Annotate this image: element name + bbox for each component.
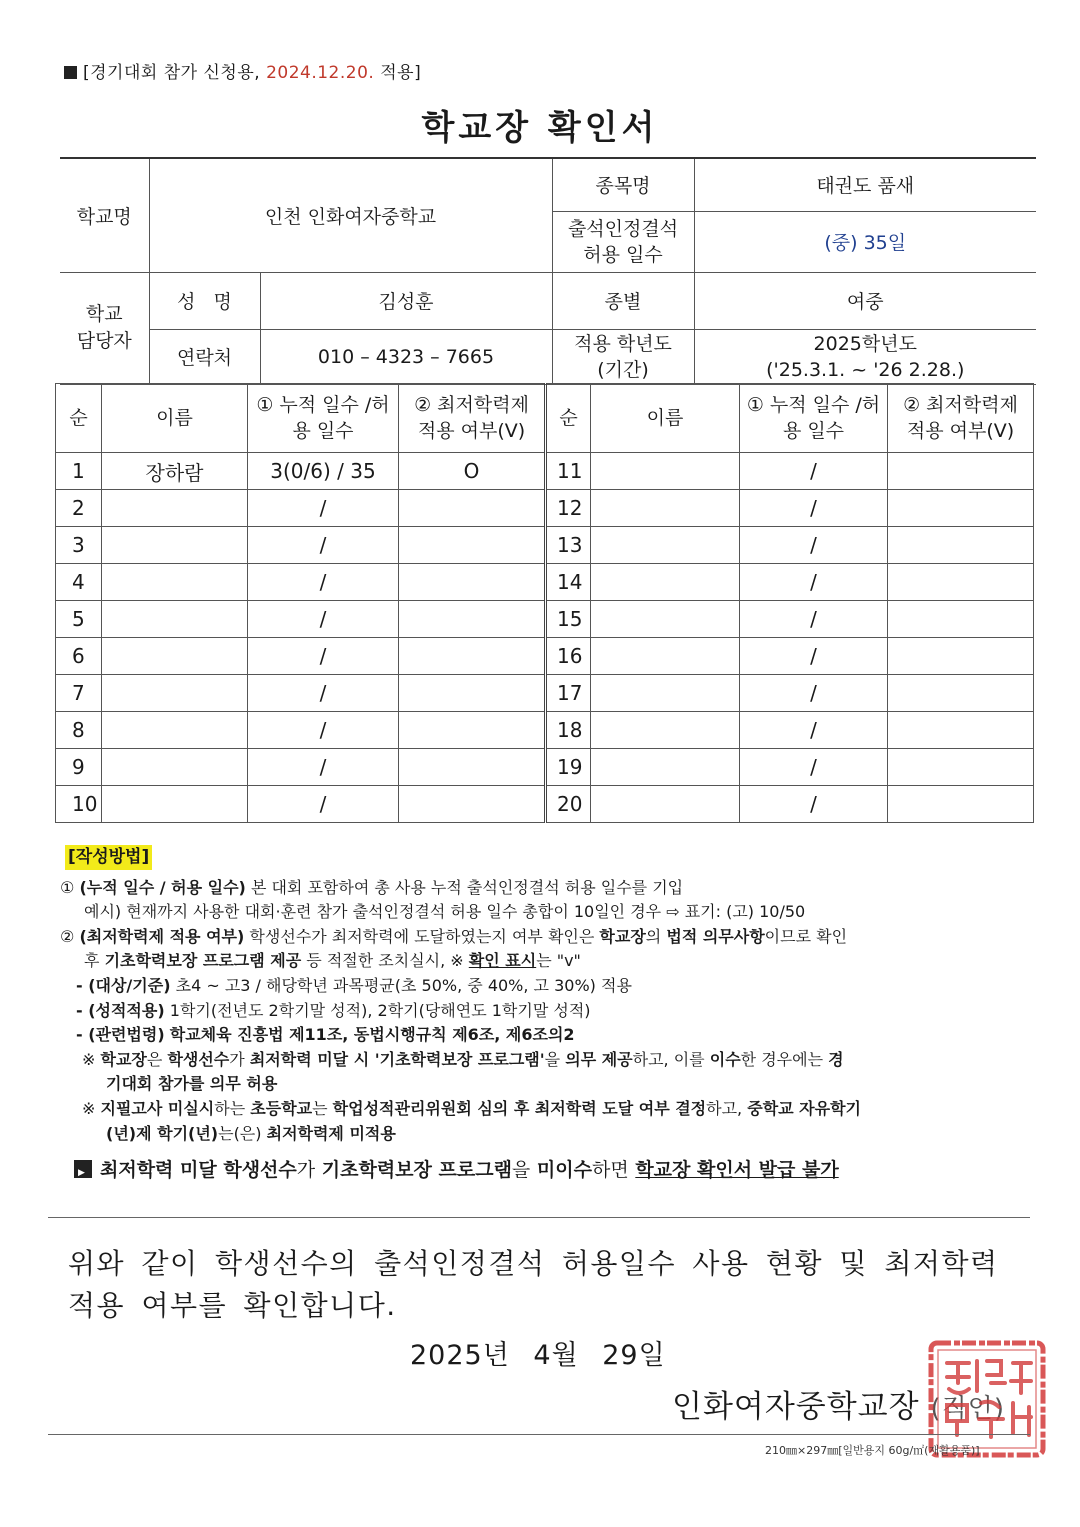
col-no2-header: 순 bbox=[546, 384, 591, 453]
days-cell: / bbox=[740, 490, 888, 527]
table-row bbox=[56, 712, 1034, 749]
item2-text-c: 의 bbox=[645, 926, 662, 946]
absence-label bbox=[552, 211, 694, 272]
note1-b6: 경 bbox=[828, 1049, 844, 1069]
final-t1: 가 bbox=[296, 1159, 316, 1182]
year-value-line1: 2025학년도 bbox=[813, 332, 917, 355]
note2-t2: 는 bbox=[312, 1098, 328, 1118]
min-academic-cell bbox=[399, 601, 546, 638]
table-row bbox=[56, 490, 1034, 527]
days-cell: / bbox=[248, 490, 399, 527]
table-row bbox=[56, 527, 1034, 564]
instructions-section bbox=[60, 845, 1035, 1183]
item2-line2-c: 는 "v" bbox=[536, 951, 581, 971]
student-name-cell bbox=[591, 712, 740, 749]
school-info-table bbox=[60, 157, 1036, 385]
row-number: 4 bbox=[56, 564, 102, 601]
days-cell: / bbox=[248, 786, 399, 823]
sub-grades bbox=[60, 999, 1035, 1024]
min-academic-cell bbox=[888, 638, 1034, 675]
student-name-cell bbox=[102, 527, 248, 564]
student-name-cell bbox=[102, 564, 248, 601]
min-academic-cell bbox=[888, 675, 1034, 712]
note1-t4: 하고, 이를 bbox=[632, 1049, 705, 1069]
row-number: 12 bbox=[546, 490, 591, 527]
sub2-label: - (성적적용) bbox=[76, 1000, 165, 1020]
arrow-box-icon bbox=[74, 1160, 92, 1178]
header-suffix: 적용] bbox=[380, 63, 422, 83]
student-name-cell bbox=[591, 675, 740, 712]
row-number: 9 bbox=[56, 749, 102, 786]
note-1-line2 bbox=[60, 1072, 1035, 1097]
student-name-cell bbox=[102, 749, 248, 786]
col-no-header: 순 bbox=[56, 384, 102, 453]
note2-t3: 하고, bbox=[706, 1098, 743, 1118]
min-academic-cell bbox=[888, 749, 1034, 786]
student-name-cell bbox=[591, 786, 740, 823]
note1-t2: 가 bbox=[229, 1049, 245, 1069]
days-cell: / bbox=[740, 453, 888, 490]
sub-law bbox=[60, 1023, 1035, 1048]
sub-target bbox=[60, 974, 1035, 999]
row-number: 13 bbox=[546, 527, 591, 564]
final-t3: 하면 bbox=[591, 1159, 629, 1182]
min-academic-cell bbox=[888, 601, 1034, 638]
note-2 bbox=[60, 1097, 1035, 1122]
instruction-item-2-line2 bbox=[60, 949, 1035, 974]
student-name-cell bbox=[102, 638, 248, 675]
col-min2-header-line1: ② 최저학력제 bbox=[903, 394, 1018, 416]
date-day: 29일 bbox=[602, 1340, 666, 1371]
absence-value: (중) 35일 bbox=[694, 211, 1036, 272]
col-min2-header-line2: 적용 여부(V) bbox=[906, 420, 1015, 442]
col-days2-header-line2: 용 일수 bbox=[782, 420, 845, 442]
days-cell: / bbox=[740, 638, 888, 675]
sub3-label: - (관련법령) bbox=[76, 1025, 165, 1045]
note1-b1: 학교장 bbox=[100, 1049, 147, 1069]
student-name-cell bbox=[102, 601, 248, 638]
student-name-cell bbox=[102, 675, 248, 712]
type-label: 종별 bbox=[552, 272, 694, 329]
item2-line2-underline: 확인 표시 bbox=[468, 951, 537, 971]
note2-t1: 하는 bbox=[214, 1098, 246, 1118]
min-academic-cell bbox=[399, 786, 546, 823]
note1-b3: 최저학력 미달 시 '기초학력보장 프로그램' bbox=[249, 1049, 545, 1069]
days-cell: / bbox=[740, 601, 888, 638]
days-cell: 3(0/6) / 35 bbox=[248, 453, 399, 490]
row-number: 1 bbox=[56, 453, 102, 490]
sub2-text: 1학기(전년도 2학기말 성적), 2학기(당해연도 1학기말 성적) bbox=[169, 1000, 591, 1020]
student-name-cell bbox=[102, 786, 248, 823]
note1-t3: 을 bbox=[544, 1049, 561, 1069]
year-label-line2: (기간) bbox=[597, 358, 649, 381]
table-row bbox=[56, 786, 1034, 823]
col-days-header bbox=[248, 384, 399, 453]
final-underline: 학교장 확인서 발급 불가 bbox=[635, 1159, 839, 1182]
student-name-cell bbox=[591, 564, 740, 601]
school-value: 인천 인화여자중학교 bbox=[149, 158, 552, 272]
final-b2: 기초학력보장 프로그램 bbox=[321, 1159, 512, 1182]
note1-t1: 은 bbox=[146, 1049, 163, 1069]
note2-line2-b2: 최저학력제 미적용 bbox=[266, 1123, 396, 1143]
row-number: 15 bbox=[546, 601, 591, 638]
col-days-header-line1: ① 누적 일수 /허 bbox=[256, 394, 390, 416]
name-value: 김성훈 bbox=[260, 272, 552, 329]
sub3-text: 학교체육 진흥법 제11조, 동법시행규칙 제6조, 제6조의2 bbox=[169, 1025, 575, 1045]
note1-mark: ※ bbox=[82, 1049, 96, 1069]
table-row bbox=[56, 601, 1034, 638]
absence-label-line2: 허용 일수 bbox=[583, 243, 663, 266]
note1-b5: 이수 bbox=[709, 1049, 741, 1069]
note-2-line2 bbox=[60, 1122, 1035, 1147]
document-title: 학교장 확인서 bbox=[421, 108, 659, 148]
col-min-header-line2: 적용 여부(V) bbox=[417, 420, 526, 442]
item2-line2-a: 후 bbox=[84, 951, 100, 971]
row-number: 3 bbox=[56, 527, 102, 564]
note2-line2-b: (년)제 학기(년) bbox=[106, 1123, 219, 1143]
student-name-cell bbox=[591, 601, 740, 638]
days-cell: / bbox=[740, 749, 888, 786]
item2-bold-d: 법적 의무사항 bbox=[666, 926, 765, 946]
name-label: 성 명 bbox=[149, 272, 260, 329]
row-number: 14 bbox=[546, 564, 591, 601]
days-cell: / bbox=[248, 675, 399, 712]
row-number: 16 bbox=[546, 638, 591, 675]
school-label: 학교명 bbox=[60, 158, 149, 272]
row-number: 18 bbox=[546, 712, 591, 749]
min-academic-cell bbox=[399, 675, 546, 712]
col-min-header bbox=[399, 384, 546, 453]
sub1-label: - (대상/기준) bbox=[76, 975, 171, 995]
col-min2-header bbox=[888, 384, 1034, 453]
note1-line2-text: 기대회 참가를 의무 허용 bbox=[106, 1074, 278, 1094]
instruction-item-1-example: 예시) 현재까지 사용한 대회·훈련 참가 출석인정결석 허용 일수 총합이 10일인 경우 ⇨ 표기: (고) 10/50 bbox=[84, 902, 806, 922]
min-academic-cell bbox=[399, 638, 546, 675]
issue-date bbox=[410, 1333, 666, 1372]
col-name-header: 이름 bbox=[102, 384, 248, 453]
date-month: 4월 bbox=[533, 1340, 579, 1371]
student-name-cell bbox=[591, 527, 740, 564]
row-number: 2 bbox=[56, 490, 102, 527]
manager-label bbox=[60, 272, 149, 384]
student-name-cell bbox=[591, 490, 740, 527]
note1-t5: 한 경우에는 bbox=[740, 1049, 824, 1069]
item1-text: 본 대회 포함하여 총 사용 누적 출석인정결석 허용 일수를 기입 bbox=[250, 877, 684, 897]
days-cell: / bbox=[740, 527, 888, 564]
note2-b1: 지필고사 미실시 bbox=[100, 1098, 215, 1118]
item1-number: ① bbox=[60, 877, 75, 897]
note2-b2: 초등학교 bbox=[250, 1098, 313, 1118]
days-cell: / bbox=[248, 564, 399, 601]
min-academic-cell bbox=[888, 453, 1034, 490]
square-bullet-icon bbox=[64, 66, 77, 79]
min-academic-cell bbox=[888, 564, 1034, 601]
row-number: 20 bbox=[546, 786, 591, 823]
table-row bbox=[56, 749, 1034, 786]
application-header bbox=[64, 58, 421, 83]
confirmation-statement: 위와 같이 학생선수의 출석인정결석 허용일수 사용 현황 및 최저학력 적용 여부를 확인합니다. bbox=[68, 1247, 999, 1322]
col-days-header-line2: 용 일수 bbox=[292, 420, 354, 442]
item2-heading: (최저학력제 적용 여부) bbox=[79, 926, 245, 946]
sub1-text: 초4 ~ 고3 / 해당학년 과목평균(초 50%, 중 40%, 고 30%) 적용 bbox=[175, 975, 632, 995]
item2-bold-b: 학교장 bbox=[599, 926, 646, 946]
days-cell: / bbox=[248, 638, 399, 675]
absence-label-line1: 출석인정결석 bbox=[567, 217, 679, 240]
min-academic-cell bbox=[399, 564, 546, 601]
min-academic-cell bbox=[399, 712, 546, 749]
item2-number: ② bbox=[60, 926, 75, 946]
table-row bbox=[56, 638, 1034, 675]
year-label-line1: 적용 학년도 bbox=[574, 332, 672, 355]
row-number: 17 bbox=[546, 675, 591, 712]
header-prefix: [경기대회 참가 신청용, bbox=[83, 63, 261, 83]
item2-text-a: 학생선수가 최저학력에 도달하였는지 여부 확인은 bbox=[249, 926, 595, 946]
student-roster-table bbox=[55, 383, 1034, 823]
col-min-header-line1: ② 최저학력제 bbox=[414, 394, 529, 416]
col-name2-header: 이름 bbox=[591, 384, 740, 453]
roster-header-row bbox=[56, 384, 1034, 453]
instruction-item-1 bbox=[60, 876, 1035, 901]
item2-line2-b: 등 적절한 조치실시, ※ bbox=[306, 951, 464, 971]
contact-label: 연락처 bbox=[149, 329, 260, 384]
student-name-cell bbox=[102, 712, 248, 749]
header-date: 2024.12.20. bbox=[266, 63, 375, 83]
event-label: 종목명 bbox=[552, 158, 694, 211]
row-number: 19 bbox=[546, 749, 591, 786]
min-academic-cell bbox=[888, 712, 1034, 749]
note1-b2: 학생선수 bbox=[167, 1049, 230, 1069]
col-days2-header bbox=[740, 384, 888, 453]
row-number: 5 bbox=[56, 601, 102, 638]
note2-b3: 학업성적관리위원회 심의 후 최저학력 도달 여부 결정 bbox=[332, 1098, 707, 1118]
row-number: 10 bbox=[56, 786, 102, 823]
date-year: 2025년 bbox=[410, 1340, 510, 1371]
note2-line2-t: 는(은) bbox=[218, 1123, 262, 1143]
days-cell: / bbox=[740, 786, 888, 823]
student-name-cell bbox=[591, 453, 740, 490]
row-number: 7 bbox=[56, 675, 102, 712]
days-cell: / bbox=[740, 675, 888, 712]
min-academic-cell: O bbox=[399, 453, 546, 490]
year-label bbox=[552, 329, 694, 384]
days-cell: / bbox=[740, 712, 888, 749]
student-name-cell bbox=[102, 490, 248, 527]
row-number: 6 bbox=[56, 638, 102, 675]
final-b1: 최저학력 미달 학생선수 bbox=[100, 1159, 297, 1182]
note-1 bbox=[60, 1048, 1035, 1073]
seal-label: (직인) bbox=[930, 1394, 1005, 1424]
min-academic-cell bbox=[888, 490, 1034, 527]
manager-label-line2: 담당자 bbox=[76, 330, 132, 352]
col-days2-header-line1: ① 누적 일수 /허 bbox=[746, 394, 881, 416]
table-row bbox=[56, 564, 1034, 601]
min-academic-cell bbox=[888, 786, 1034, 823]
final-b3: 미이수 bbox=[536, 1159, 592, 1182]
min-academic-cell bbox=[399, 527, 546, 564]
manager-label-line1: 학교 bbox=[85, 303, 123, 325]
item2-line2-bold: 기초학력보장 프로그램 제공 bbox=[104, 951, 302, 971]
note2-mark: ※ bbox=[82, 1098, 96, 1118]
table-row bbox=[56, 675, 1034, 712]
days-cell: / bbox=[248, 712, 399, 749]
student-name-cell bbox=[591, 638, 740, 675]
table-row bbox=[56, 453, 1034, 490]
year-period: ('25.3.1. ~ '26 2.28.) bbox=[766, 358, 965, 381]
min-academic-cell bbox=[888, 527, 1034, 564]
note2-b4: 중학교 자유학기 bbox=[747, 1098, 861, 1118]
note1-b4: 의무 제공 bbox=[565, 1049, 633, 1069]
type-value: 여중 bbox=[694, 272, 1036, 329]
row-number: 11 bbox=[546, 453, 591, 490]
final-t2: 을 bbox=[511, 1159, 531, 1182]
event-value: 태권도 품새 bbox=[694, 158, 1036, 211]
student-name-cell bbox=[591, 749, 740, 786]
days-cell: / bbox=[740, 564, 888, 601]
student-name-cell: 장하람 bbox=[102, 453, 248, 490]
days-cell: / bbox=[248, 749, 399, 786]
item2-text-e: 이므로 확인 bbox=[764, 926, 848, 946]
final-notice bbox=[60, 1158, 1035, 1183]
min-academic-cell bbox=[399, 490, 546, 527]
min-academic-cell bbox=[399, 749, 546, 786]
instruction-item-2 bbox=[60, 925, 1035, 950]
contact-value: 010 – 4323 – 7665 bbox=[260, 329, 552, 384]
days-cell: / bbox=[248, 527, 399, 564]
year-value bbox=[694, 329, 1036, 384]
item1-heading: (누적 일수 / 허용 일수) bbox=[79, 877, 246, 897]
signer-name: 인화여자중학교장 bbox=[672, 1389, 920, 1425]
divider-top bbox=[48, 1217, 1030, 1218]
paper-spec-footer: 210㎜×297㎜[일반용지 60g/㎡(재활용품)] bbox=[765, 1444, 980, 1457]
days-cell: / bbox=[248, 601, 399, 638]
divider-bottom bbox=[48, 1434, 1030, 1435]
row-number: 8 bbox=[56, 712, 102, 749]
instructions-title: [작성방법] bbox=[65, 845, 152, 870]
